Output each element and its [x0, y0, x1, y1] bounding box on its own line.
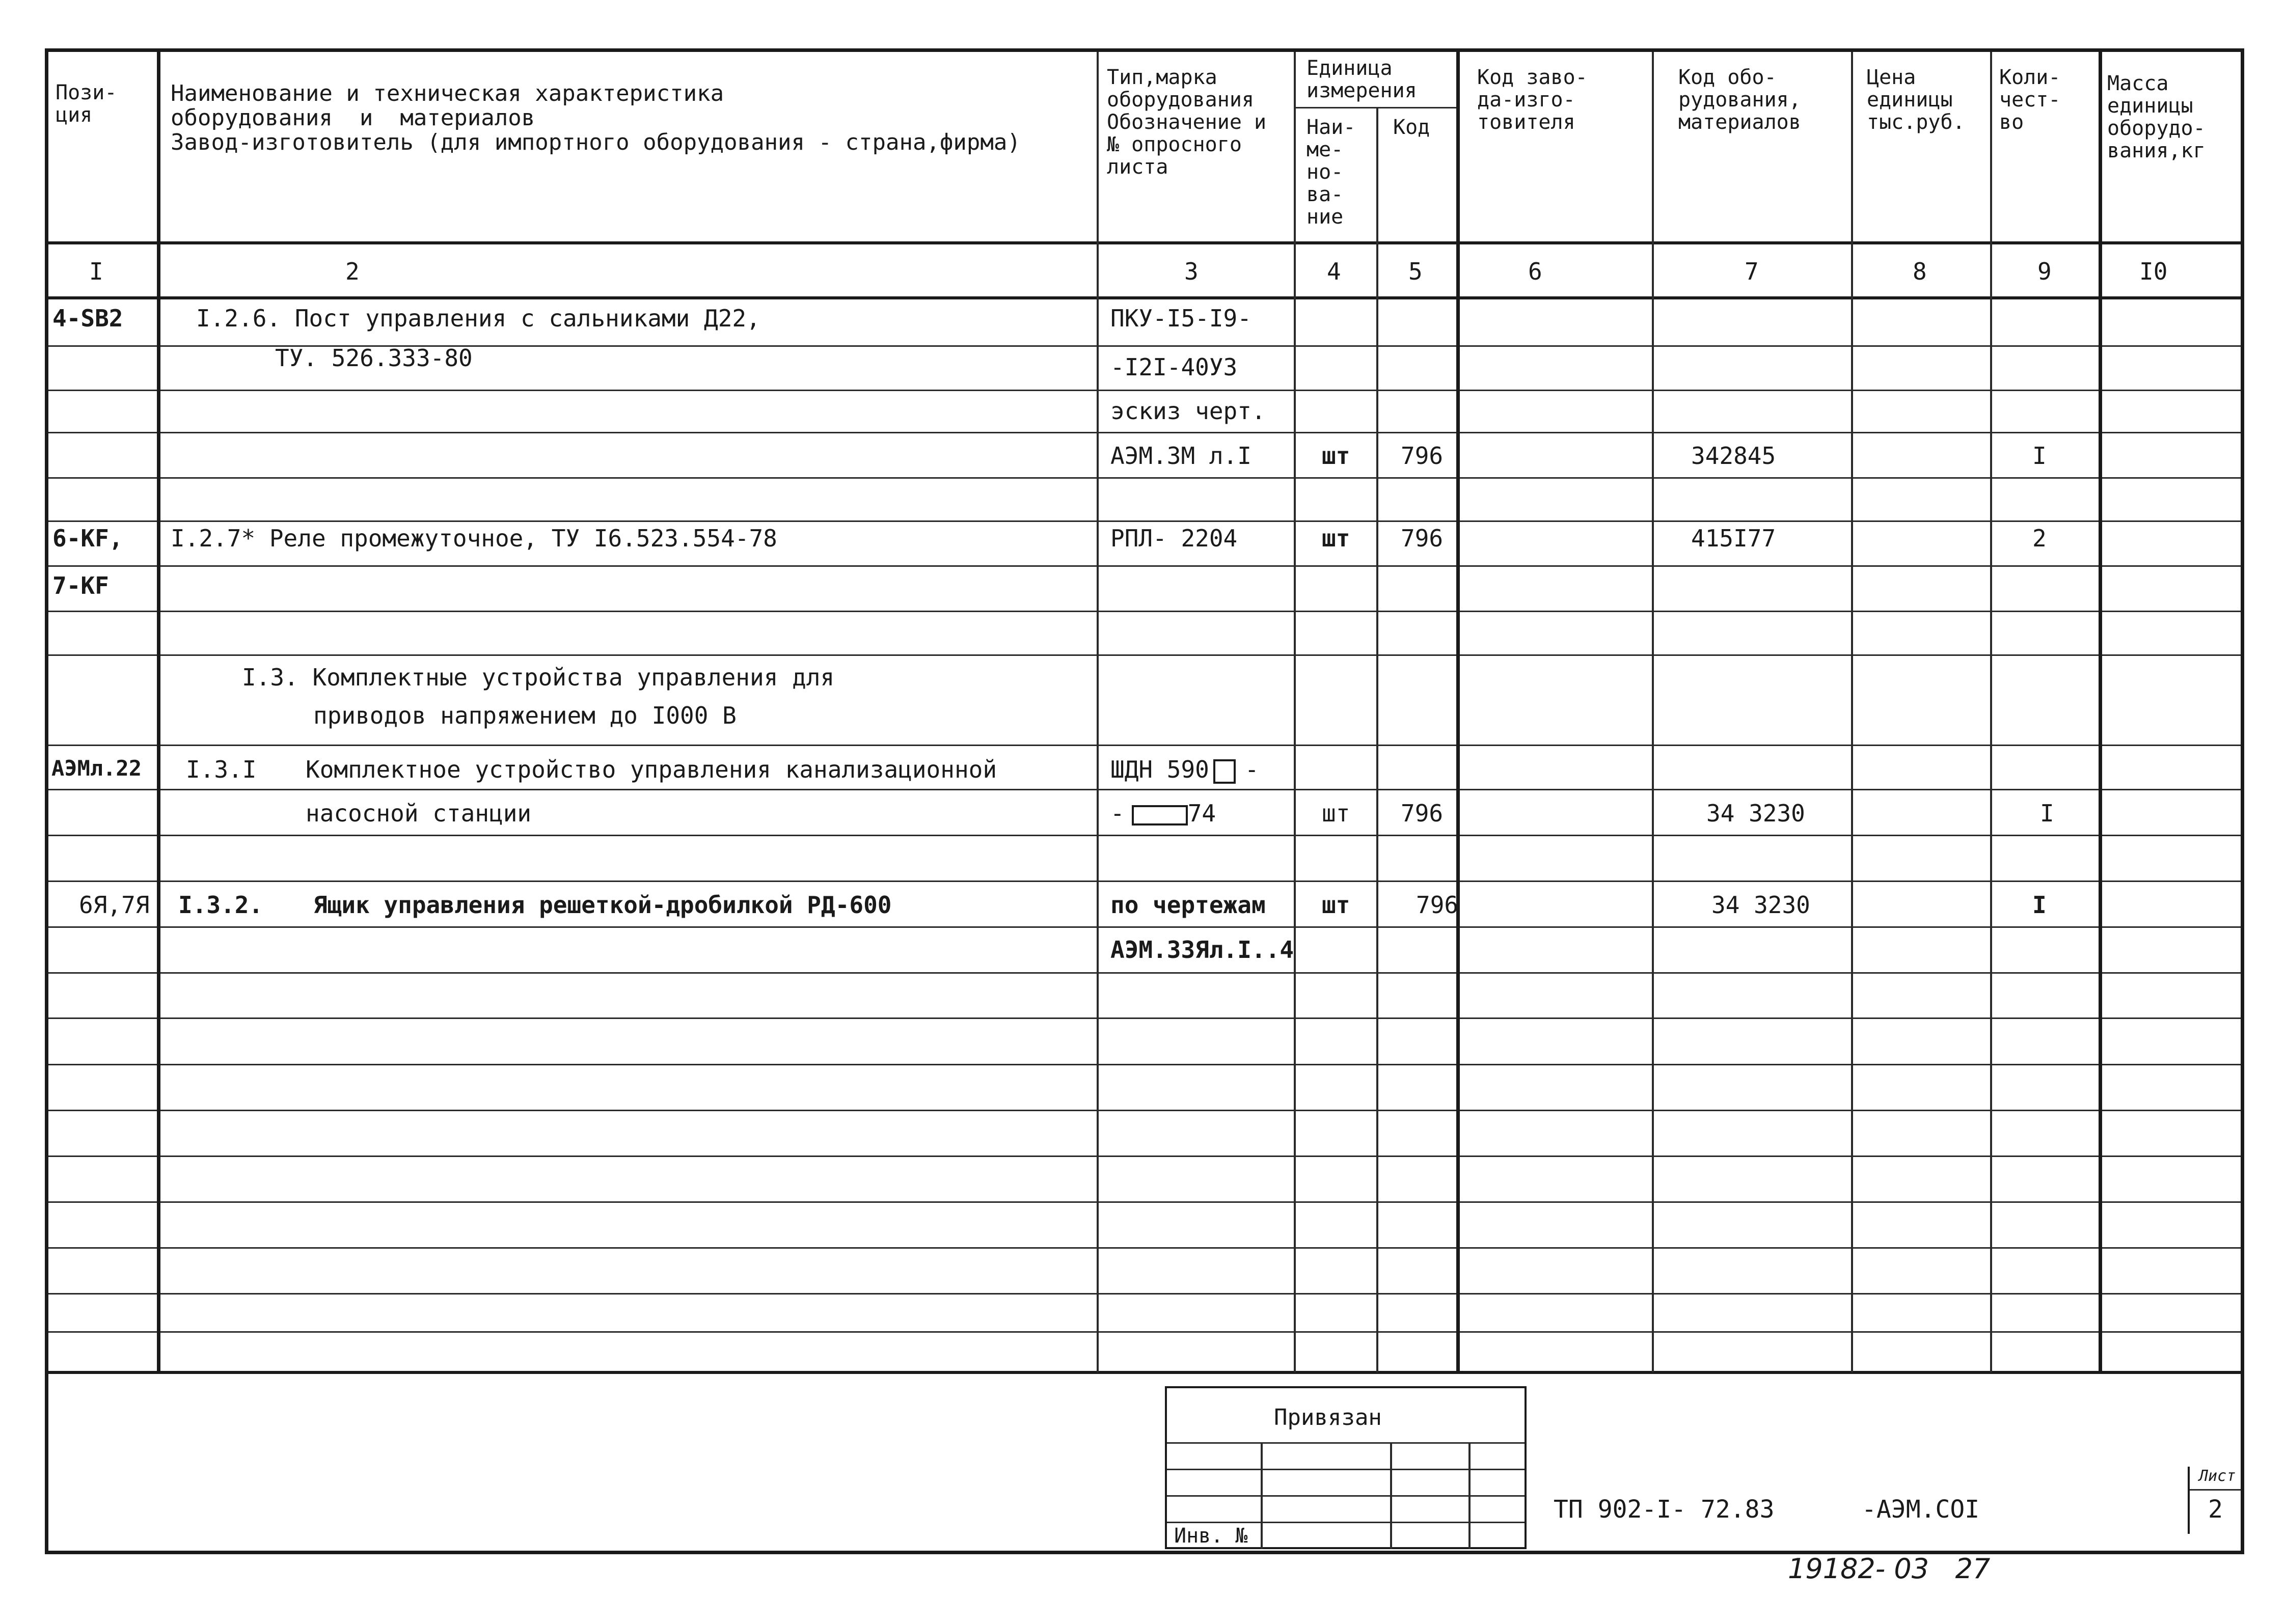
row-line [48, 835, 2241, 836]
row-type-suffix: - [1244, 756, 1259, 783]
header-unit: Единица измерения [1307, 57, 1417, 102]
inventory-number-label: Инв. № [1174, 1524, 1248, 1548]
row-line [48, 880, 2241, 882]
row-line [48, 1247, 2241, 1249]
row-quantity: I [2032, 891, 2047, 919]
header-separator [48, 241, 2241, 244]
col-divider [1456, 52, 1460, 1372]
row-line [48, 565, 2241, 567]
col-divider [1652, 52, 1654, 1372]
header-quantity: Коли- чест- во [1999, 66, 2061, 134]
column-number: 9 [2037, 258, 2052, 285]
row-type: по чертежам [1110, 891, 1266, 919]
column-number: I0 [2139, 258, 2168, 285]
row-line [48, 1293, 2241, 1295]
row-line [48, 1064, 2241, 1065]
stamp-line [1167, 1442, 1525, 1444]
binding-stamp [1165, 1386, 1527, 1549]
header-unit-name: Наи- ме- но- ва- ние [1307, 116, 1356, 229]
sheet-box-line [2190, 1489, 2241, 1491]
stamp-line [1167, 1495, 1525, 1497]
row-code: 796 [1401, 442, 1444, 470]
header-price: Цена единицы тыс.руб. [1867, 66, 1965, 134]
row-position: 6Я,7Я [79, 891, 150, 919]
row-name: ТУ. 526.333-80 [275, 344, 473, 372]
stamp-title: Привязан [1274, 1405, 1382, 1430]
row-line [48, 1331, 2241, 1333]
specification-sheet [45, 48, 2244, 1554]
sheet-number-box [2188, 1467, 2241, 1534]
sheet-label: Лист [2199, 1467, 2236, 1485]
col-divider [157, 52, 160, 1372]
row-name: насосной станции [306, 800, 532, 827]
row-name: I.2.6. Пост управления с сальниками Д22, [196, 305, 760, 332]
row-type: АЭМ.ЗМ л.I [1110, 442, 1251, 470]
header-equipment-code: Код обо- рудования, материалов [1678, 66, 1801, 134]
stamp-divider [1261, 1442, 1263, 1549]
row-type-prefix: - [1110, 800, 1125, 827]
header-mass: Масса единицы оборудо- вания,кг [2107, 72, 2206, 162]
row-type [1110, 758, 1259, 784]
col-divider [1376, 107, 1378, 1372]
column-number: 4 [1327, 258, 1341, 285]
row-type: РПЛ- 2204 [1110, 525, 1238, 552]
section-heading: I.3. Комплектные устройства управления для [242, 664, 835, 691]
col-divider [1851, 52, 1853, 1372]
row-name: Ящик управления решеткой-дробилкой РД-600 [313, 891, 892, 919]
column-number: 3 [1184, 258, 1199, 285]
sheet-number: 2 [2208, 1495, 2223, 1524]
row-equipment-code: 342845 [1691, 442, 1776, 470]
row-equipment-code: 34 3230 [1706, 800, 1805, 827]
row-unit: шт [1322, 525, 1350, 552]
header-type: Тип,марка оборудования Обозначение и № опросного листа [1107, 66, 1267, 179]
row-quantity: I [2032, 442, 2047, 470]
row-quantity: I [2040, 800, 2054, 827]
row-type-suffix: 74 [1187, 800, 1216, 827]
row-line [48, 972, 2241, 974]
column-number: 2 [345, 258, 360, 285]
row-number: I.3.I [186, 756, 257, 783]
column-number: 5 [1408, 258, 1423, 285]
row-code: 796 [1401, 800, 1444, 827]
column-number: 8 [1913, 258, 1927, 285]
row-line [48, 654, 2241, 656]
row-line [48, 432, 2241, 433]
row-name: Комплектное устройство управления канализационной [306, 756, 997, 783]
row-type: эскиз черт. [1110, 397, 1266, 425]
row-type-prefix: ШДН 590 [1110, 756, 1209, 783]
row-line [48, 745, 2241, 746]
column-number: 6 [1528, 258, 1542, 285]
header-name: Наименование и техническая характеристика оборудования и материалов Завод-изготовитель (для импортного оборудования - страна,фирма) [171, 80, 1021, 155]
row-equipment-code: 415I77 [1691, 525, 1776, 552]
row-type: -I2I-40У3 [1110, 353, 1238, 381]
handwritten-archive-number: 19182- 03 27 [1788, 1553, 1991, 1585]
column-number: I [89, 258, 103, 285]
row-unit: шт [1322, 891, 1350, 919]
row-equipment-code: 34 3230 [1711, 891, 1810, 919]
stamp-divider [1390, 1442, 1392, 1549]
row-position: 4-SB2 [52, 305, 123, 332]
row-position: 6-KF, [52, 525, 123, 552]
column-number: 7 [1745, 258, 1759, 285]
col-divider [1990, 52, 1992, 1372]
row-quantity: 2 [2032, 525, 2047, 552]
stamp-line [1167, 1522, 1525, 1523]
row-line [48, 611, 2241, 612]
col-divider [1097, 52, 1099, 1372]
row-position: АЭМл.22 [51, 756, 142, 781]
row-position: 7-KF [52, 572, 109, 599]
row-code: 796 [1416, 891, 1459, 919]
table-bottom-line [48, 1371, 2241, 1374]
column-number-separator [48, 296, 2241, 299]
row-unit: шт [1322, 442, 1350, 470]
stamp-divider [1468, 1442, 1471, 1549]
row-line [48, 390, 2241, 391]
unit-subheader-line [1294, 107, 1457, 108]
header-position: Пози- ция [56, 81, 117, 127]
row-line [48, 1155, 2241, 1157]
document-code-suffix: -АЭМ.СОI [1862, 1495, 1980, 1524]
row-line [48, 1110, 2241, 1111]
row-name: I.2.7* Реле промежуточное, ТУ I6.523.554-78 [171, 525, 777, 552]
header-plant-code: Код заво- да-изго- товителя [1477, 66, 1588, 134]
row-line [48, 520, 2241, 522]
row-type: АЭМ.33Ял.I..4 [1110, 936, 1294, 964]
row-line [48, 477, 2241, 479]
row-line [48, 926, 2241, 928]
document-code: ТП 902-I- 72.83 [1554, 1495, 1775, 1524]
row-line [48, 789, 2241, 790]
stamp-line [1167, 1469, 1525, 1470]
section-heading: приводов напряжением до I000 В [313, 702, 737, 729]
row-number: I.3.2. [178, 891, 263, 919]
blank-field-box [1132, 805, 1188, 825]
col-divider [1294, 52, 1296, 1372]
row-line [48, 1017, 2241, 1019]
row-type: ПКУ-I5-I9- [1110, 305, 1251, 332]
header-unit-code: Код [1393, 116, 1430, 139]
row-unit: шт [1322, 800, 1350, 827]
col-divider [2099, 52, 2102, 1372]
blank-field-box [1213, 759, 1236, 784]
row-code: 796 [1401, 525, 1444, 552]
row-type [1110, 802, 1216, 825]
row-line [48, 1201, 2241, 1203]
